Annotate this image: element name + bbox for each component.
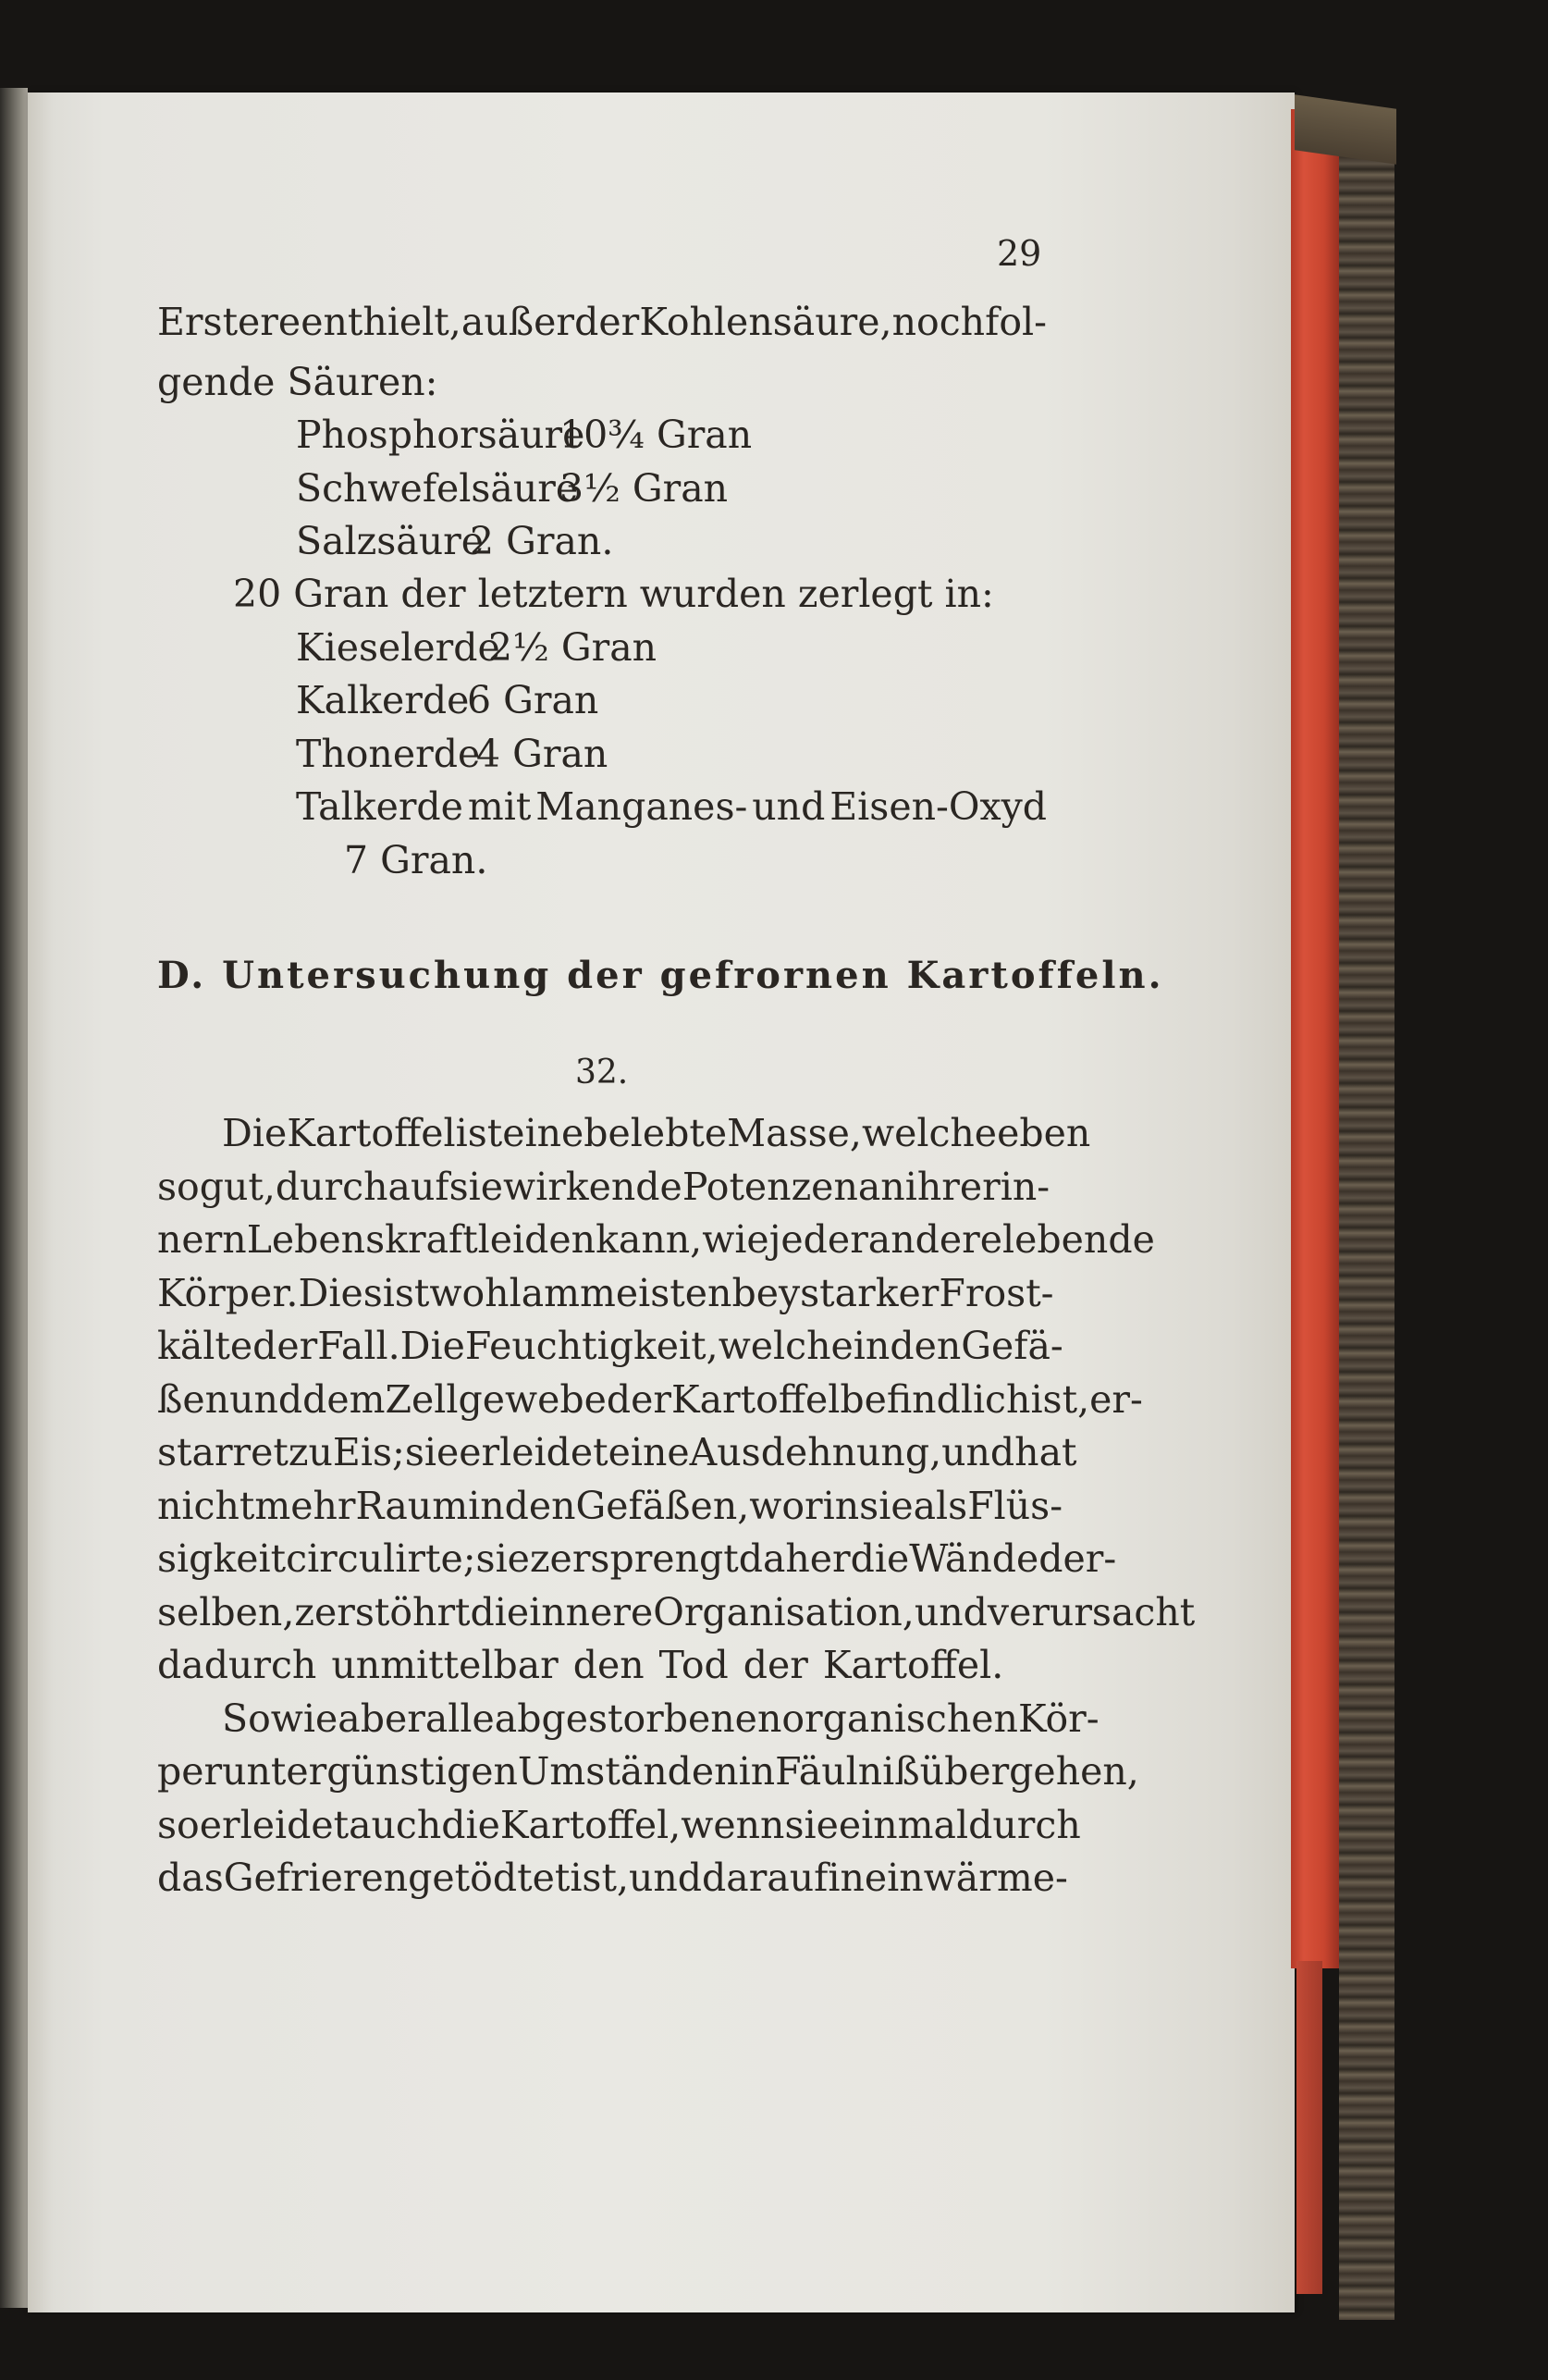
red-page-edges-lower <box>1296 1961 1322 2294</box>
word: leiden <box>477 1217 596 1262</box>
word: ßen <box>157 1376 230 1422</box>
word: ein <box>864 1856 924 1900</box>
word: sie <box>448 1164 503 1209</box>
word: die <box>470 1589 530 1634</box>
word: Ausdehnung, <box>689 1430 942 1474</box>
word: alle <box>424 1696 495 1741</box>
word: starker <box>800 1270 940 1315</box>
earth-amount: 6 Gran <box>467 678 599 722</box>
word: belebte <box>584 1111 728 1155</box>
word: wärme- <box>923 1856 1068 1900</box>
word: sigkeit <box>157 1536 287 1581</box>
earth-name: Kalkerde <box>296 678 470 722</box>
word: sie <box>404 1430 460 1474</box>
word: auch <box>349 1802 442 1847</box>
word: Potenzen <box>682 1164 858 1209</box>
page-number: 29 <box>997 233 1042 274</box>
word: und <box>628 1856 703 1900</box>
word: fol- <box>985 300 1047 344</box>
word: in <box>738 1749 776 1794</box>
word: so <box>157 1802 200 1847</box>
word: getödtet <box>408 1856 571 1900</box>
word: Körper. <box>157 1270 299 1315</box>
word: wie <box>702 1217 769 1262</box>
word: wenn <box>681 1802 785 1847</box>
word: der <box>252 1324 318 1368</box>
word: eine <box>502 1111 584 1155</box>
book-cover-edge <box>1339 109 1394 2320</box>
word: erleidet <box>459 1430 608 1474</box>
word: an <box>857 1164 905 1209</box>
word: Feuchtigkeit, <box>464 1324 719 1368</box>
word: Eisen-Oxyd <box>829 784 1047 829</box>
word: nern <box>157 1217 247 1262</box>
word: gut, <box>199 1164 276 1209</box>
word: zersprengt <box>529 1536 739 1581</box>
word: der <box>606 1376 671 1422</box>
section-heading: D. Untersuchung der gefrornen Kartoffeln. <box>157 954 1164 997</box>
word: ist <box>382 1270 430 1315</box>
word: außer <box>461 300 575 344</box>
word: mit <box>467 784 532 829</box>
word: andere <box>867 1217 1003 1262</box>
word: Dies <box>298 1270 383 1315</box>
word: Kohlensäure, <box>639 300 892 344</box>
word: Eis; <box>332 1430 405 1474</box>
word: dadurch <box>157 1643 317 1687</box>
word: Wände <box>909 1536 1039 1581</box>
word: Flüs- <box>967 1483 1063 1528</box>
word: lebende <box>1002 1217 1155 1262</box>
word: Frost- <box>939 1270 1054 1315</box>
word: den <box>572 1643 645 1687</box>
word: auf <box>387 1164 449 1209</box>
word: ist <box>455 1111 503 1155</box>
word: sie <box>784 1802 839 1847</box>
text-line <box>157 1643 1004 1687</box>
earth-name: Kieselerde <box>296 625 500 670</box>
text-line <box>157 1270 1054 1315</box>
talk-amount: 7 Gran. <box>344 838 488 882</box>
acid-amount: 10¾ Gran <box>559 413 753 457</box>
word: in <box>828 1856 865 1900</box>
word: ist, <box>570 1856 629 1900</box>
word: Fäulniß <box>775 1749 920 1794</box>
earth-name: Thonerde <box>296 732 481 776</box>
text-line <box>157 1376 1143 1422</box>
word: Raum <box>355 1483 469 1528</box>
word: welche <box>718 1324 854 1368</box>
text-line <box>222 1111 1091 1155</box>
acid-name: Phosphorsäure <box>296 413 585 457</box>
text-line <box>157 1430 1077 1474</box>
word: Kartoffel, <box>499 1802 682 1847</box>
text-line <box>157 1749 1139 1794</box>
acid-name: Salzsäure <box>296 519 484 563</box>
text-line <box>157 1802 1081 1847</box>
word: verursacht <box>987 1589 1196 1634</box>
earth-amount: 4 Gran <box>476 732 608 776</box>
word: noch <box>891 300 986 344</box>
word: daher <box>738 1536 851 1581</box>
text-line <box>157 1483 1063 1528</box>
acid-amount: 2 Gran. <box>470 519 614 563</box>
word: den <box>890 1324 962 1368</box>
word: kann, <box>596 1217 703 1262</box>
text-line <box>157 1536 1117 1581</box>
word: unter <box>222 1749 327 1794</box>
word: innere <box>529 1589 654 1634</box>
word: zu <box>288 1430 333 1474</box>
text-line <box>157 1589 1196 1634</box>
word: circulirte; <box>286 1536 476 1581</box>
paragraph-number: 32. <box>575 1054 629 1091</box>
word: befindlich <box>840 1376 1031 1422</box>
word: als <box>913 1483 968 1528</box>
word: Kör- <box>1017 1696 1100 1741</box>
word: Gefä- <box>961 1324 1063 1368</box>
text-line <box>222 1696 1100 1741</box>
earth-amount: 2½ Gran <box>488 625 657 670</box>
word: worin <box>749 1483 860 1528</box>
facing-page-edge <box>0 88 28 2308</box>
word: Die <box>399 1324 465 1368</box>
word: in- <box>1000 1164 1050 1209</box>
word: am <box>521 1270 581 1315</box>
word: Kartoffel <box>287 1111 456 1155</box>
word: in <box>853 1324 891 1368</box>
word: So <box>222 1696 271 1741</box>
word: bey <box>731 1270 801 1315</box>
red-page-edges <box>1291 109 1342 1968</box>
word: das <box>157 1856 224 1900</box>
word: und <box>941 1430 1015 1474</box>
word: wirkende <box>502 1164 682 1209</box>
word: in <box>468 1483 505 1528</box>
word: nicht <box>157 1483 255 1528</box>
word: aber <box>338 1696 425 1741</box>
word: Umständen <box>517 1749 739 1794</box>
word: zerstöhrt <box>294 1589 471 1634</box>
word: Tod <box>658 1643 729 1687</box>
intro-line-1 <box>157 300 1047 344</box>
word: Organisation, <box>653 1589 915 1634</box>
word: Gefäßen, <box>575 1483 750 1528</box>
word: übergehen, <box>919 1749 1139 1794</box>
word: sie <box>475 1536 530 1581</box>
word: dem <box>302 1376 386 1422</box>
word: ist, <box>1030 1376 1090 1422</box>
word: die <box>850 1536 910 1581</box>
word: er- <box>1089 1376 1143 1422</box>
word: und <box>914 1589 988 1634</box>
intro-line-2: gende Säuren: <box>157 360 438 404</box>
word: eine <box>608 1430 690 1474</box>
word: mehr <box>254 1483 356 1528</box>
word: Manganes- <box>535 784 748 829</box>
word: Fall. <box>317 1324 400 1368</box>
word: Kartoffel <box>670 1376 841 1422</box>
word: durch <box>275 1164 388 1209</box>
word: Erstere <box>157 300 301 344</box>
word: unmittelbar <box>331 1643 559 1687</box>
word: welche <box>861 1111 998 1155</box>
word: günstigen <box>326 1749 518 1794</box>
acid-amount: 3½ Gran <box>559 466 729 511</box>
word: und <box>752 784 826 829</box>
text-line <box>157 1324 1063 1368</box>
word: meisten <box>580 1270 732 1315</box>
word: abgestorbenen <box>494 1696 782 1741</box>
word: und <box>229 1376 303 1422</box>
text-line <box>157 1856 1068 1900</box>
word: Lebenskraft <box>246 1217 478 1262</box>
word: sie <box>859 1483 914 1528</box>
word: Zellgewebe <box>385 1376 607 1422</box>
word: erleidet <box>199 1802 350 1847</box>
word: durch <box>968 1802 1081 1847</box>
talk-line <box>296 784 1047 829</box>
text-line <box>157 1217 1155 1262</box>
word: ihrer <box>904 1164 1001 1209</box>
word: kälte <box>157 1324 253 1368</box>
word: der <box>574 300 640 344</box>
word: Kartoffel. <box>822 1643 1004 1687</box>
word: darauf <box>702 1856 829 1900</box>
word: Die <box>222 1111 288 1155</box>
word: selben, <box>157 1589 295 1634</box>
word: Talkerde <box>296 784 463 829</box>
word: jeder <box>768 1217 868 1262</box>
word: so <box>157 1164 200 1209</box>
word: der <box>743 1643 808 1687</box>
word: Gefrieren <box>223 1856 409 1900</box>
acid-name: Schwefelsäure <box>296 466 579 511</box>
word: per <box>157 1749 223 1794</box>
word: enthielt, <box>301 300 461 344</box>
word: hat <box>1014 1430 1077 1474</box>
word: eben <box>997 1111 1091 1155</box>
word: der- <box>1038 1536 1117 1581</box>
text-line <box>157 1164 1050 1209</box>
word: einmal <box>838 1802 969 1847</box>
word: wohl <box>429 1270 522 1315</box>
word: die <box>441 1802 500 1847</box>
decomposed-line: 20 Gran der letztern wurden zerlegt in: <box>233 572 994 616</box>
word: organischen <box>781 1696 1018 1741</box>
word: Masse, <box>727 1111 862 1155</box>
word: den <box>504 1483 576 1528</box>
word: starret <box>157 1430 289 1474</box>
word: wie <box>270 1696 338 1741</box>
